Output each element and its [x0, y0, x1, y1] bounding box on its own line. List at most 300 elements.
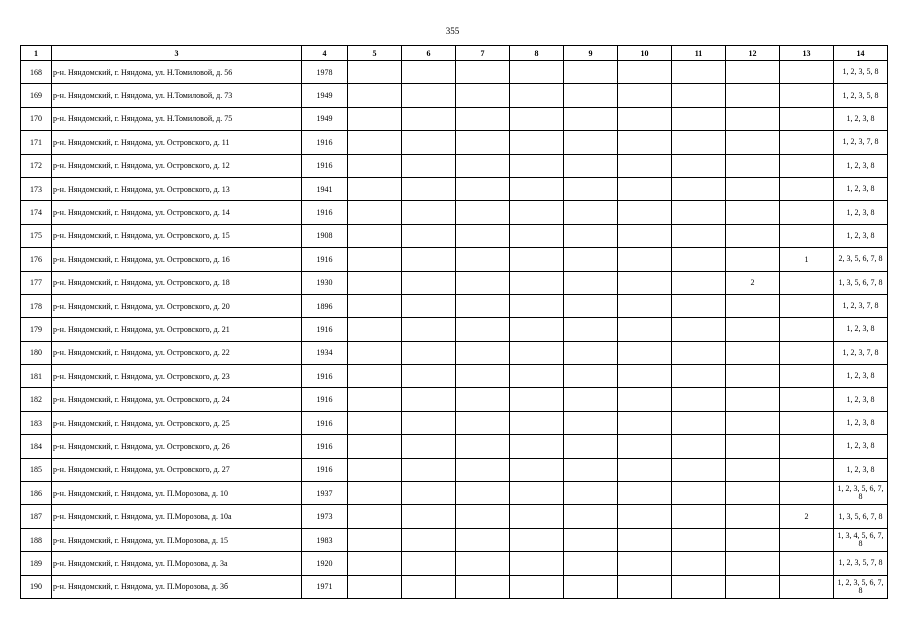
column-7-cell: [456, 154, 510, 177]
column-13-cell: [780, 84, 834, 107]
address-cell: р-н. Няндомский, г. Няндома, ул. Островского, д. 12: [52, 154, 302, 177]
address-cell: р-н. Няндомский, г. Няндома, ул. Островского, д. 21: [52, 318, 302, 341]
column-8-cell: [510, 458, 564, 481]
column-8-cell: [510, 84, 564, 107]
row-number-cell: 174: [21, 201, 52, 224]
row-number-cell: 170: [21, 107, 52, 130]
column-5-cell: [348, 505, 402, 528]
column-9-cell: [564, 154, 618, 177]
column-7-cell: [456, 552, 510, 575]
column-9-cell: [564, 294, 618, 317]
address-cell: р-н. Няндомский, г. Няндома, ул. Островского, д. 13: [52, 177, 302, 200]
column-14-cell: 1, 2, 3, 8: [834, 411, 888, 434]
column-7-cell: [456, 528, 510, 551]
column-5-cell: [348, 294, 402, 317]
column-11-cell: [672, 294, 726, 317]
column-9-cell: [564, 271, 618, 294]
column-7-cell: [456, 341, 510, 364]
column-12-cell: [726, 131, 780, 154]
table-row: [21, 575, 888, 598]
column-14-cell: 1, 2, 3, 8: [834, 201, 888, 224]
column-12-cell: [726, 341, 780, 364]
column-header-3: 3: [52, 46, 302, 61]
column-12-cell: [726, 411, 780, 434]
column-11-cell: [672, 177, 726, 200]
column-11-cell: [672, 341, 726, 364]
column-5-cell: [348, 224, 402, 247]
column-10-cell: [618, 528, 672, 551]
column-12-cell: [726, 458, 780, 481]
column-14-cell: 1, 2, 3, 8: [834, 107, 888, 130]
address-cell: р-н. Няндомский, г. Няндома, ул. Островского, д. 26: [52, 435, 302, 458]
year-cell: 1916: [302, 318, 348, 341]
column-10-cell: [618, 435, 672, 458]
column-5-cell: [348, 552, 402, 575]
column-12-cell: [726, 318, 780, 341]
page-number: 355: [445, 26, 460, 36]
column-12-cell: [726, 528, 780, 551]
address-cell: р-н. Няндомский, г. Няндома, ул. П.Морозова, д. 10: [52, 482, 302, 505]
housing-registry-table: [20, 45, 888, 599]
column-14-cell: 1, 2, 3, 7, 8: [834, 294, 888, 317]
row-number-cell: 172: [21, 154, 52, 177]
column-6-cell: [402, 61, 456, 84]
table-row: [21, 84, 888, 107]
row-number-cell: 173: [21, 177, 52, 200]
address-cell: р-н. Няндомский, г. Няндома, ул. П.Морозова, д. 3б: [52, 575, 302, 598]
table-row: [21, 177, 888, 200]
column-6-cell: [402, 107, 456, 130]
column-5-cell: [348, 107, 402, 130]
column-10-cell: [618, 61, 672, 84]
column-6-cell: [402, 224, 456, 247]
address-cell: р-н. Няндомский, г. Няндома, ул. Островского, д. 24: [52, 388, 302, 411]
year-cell: 1916: [302, 411, 348, 434]
column-9-cell: [564, 411, 618, 434]
column-8-cell: [510, 341, 564, 364]
column-8-cell: [510, 505, 564, 528]
column-6-cell: [402, 552, 456, 575]
column-14-cell: 1, 2, 3, 5, 6, 7, 8: [834, 575, 888, 598]
column-5-cell: [348, 435, 402, 458]
column-13-cell: 2: [780, 505, 834, 528]
column-7-cell: [456, 318, 510, 341]
column-header-9: 9: [564, 46, 618, 61]
column-10-cell: [618, 177, 672, 200]
column-6-cell: [402, 177, 456, 200]
column-13-cell: [780, 154, 834, 177]
column-5-cell: [348, 388, 402, 411]
row-number-cell: 169: [21, 84, 52, 107]
column-10-cell: [618, 411, 672, 434]
column-9-cell: [564, 84, 618, 107]
column-8-cell: [510, 528, 564, 551]
column-header-7: 7: [456, 46, 510, 61]
column-12-cell: [726, 248, 780, 271]
table-body: [21, 61, 888, 599]
column-5-cell: [348, 177, 402, 200]
year-cell: 1916: [302, 131, 348, 154]
table-row: [21, 224, 888, 247]
column-12-cell: [726, 552, 780, 575]
column-8-cell: [510, 388, 564, 411]
column-9-cell: [564, 505, 618, 528]
column-14-cell: 1, 2, 3, 8: [834, 318, 888, 341]
column-9-cell: [564, 528, 618, 551]
column-5-cell: [348, 154, 402, 177]
column-11-cell: [672, 505, 726, 528]
column-6-cell: [402, 458, 456, 481]
column-9-cell: [564, 201, 618, 224]
year-cell: 1941: [302, 177, 348, 200]
column-14-cell: 1, 2, 3, 5, 6, 7, 8: [834, 482, 888, 505]
year-cell: 1949: [302, 84, 348, 107]
column-header-12: 12: [726, 46, 780, 61]
column-10-cell: [618, 365, 672, 388]
column-13-cell: [780, 552, 834, 575]
column-5-cell: [348, 61, 402, 84]
address-cell: р-н. Няндомский, г. Няндома, ул. Островского, д. 27: [52, 458, 302, 481]
column-6-cell: [402, 482, 456, 505]
row-number-cell: 175: [21, 224, 52, 247]
column-8-cell: [510, 482, 564, 505]
column-12-cell: [726, 482, 780, 505]
column-9-cell: [564, 248, 618, 271]
address-cell: р-н. Няндомский, г. Няндома, ул. П.Морозова, д. 15: [52, 528, 302, 551]
column-7-cell: [456, 201, 510, 224]
column-10-cell: [618, 201, 672, 224]
column-8-cell: [510, 552, 564, 575]
column-13-cell: [780, 131, 834, 154]
column-11-cell: [672, 154, 726, 177]
row-number-cell: 176: [21, 248, 52, 271]
column-13-cell: [780, 318, 834, 341]
column-14-cell: 1, 2, 3, 7, 8: [834, 131, 888, 154]
column-13-cell: [780, 201, 834, 224]
column-10-cell: [618, 107, 672, 130]
column-14-cell: 1, 2, 3, 5, 7, 8: [834, 552, 888, 575]
column-10-cell: [618, 505, 672, 528]
column-5-cell: [348, 411, 402, 434]
column-6-cell: [402, 388, 456, 411]
header-row: [21, 46, 888, 61]
column-11-cell: [672, 575, 726, 598]
row-number-cell: 171: [21, 131, 52, 154]
column-14-cell: 1, 3, 4, 5, 6, 7, 8: [834, 528, 888, 551]
column-7-cell: [456, 482, 510, 505]
column-11-cell: [672, 458, 726, 481]
column-6-cell: [402, 201, 456, 224]
column-5-cell: [348, 201, 402, 224]
address-cell: р-н. Няндомский, г. Няндома, ул. Н.Томиловой, д. 75: [52, 107, 302, 130]
address-cell: р-н. Няндомский, г. Няндома, ул. Н.Томиловой, д. 56: [52, 61, 302, 84]
column-6-cell: [402, 575, 456, 598]
address-cell: р-н. Няндомский, г. Няндома, ул. Островского, д. 25: [52, 411, 302, 434]
table-row: [21, 435, 888, 458]
year-cell: 1916: [302, 388, 348, 411]
column-7-cell: [456, 505, 510, 528]
column-7-cell: [456, 131, 510, 154]
column-12-cell: [726, 84, 780, 107]
column-6-cell: [402, 131, 456, 154]
column-12-cell: [726, 224, 780, 247]
column-14-cell: 1, 2, 3, 8: [834, 365, 888, 388]
row-number-cell: 177: [21, 271, 52, 294]
column-5-cell: [348, 341, 402, 364]
column-11-cell: [672, 61, 726, 84]
column-8-cell: [510, 248, 564, 271]
column-14-cell: 1, 2, 3, 5, 8: [834, 61, 888, 84]
year-cell: 1971: [302, 575, 348, 598]
column-10-cell: [618, 482, 672, 505]
column-7-cell: [456, 107, 510, 130]
year-cell: 1937: [302, 482, 348, 505]
table-row: [21, 411, 888, 434]
column-6-cell: [402, 411, 456, 434]
column-11-cell: [672, 411, 726, 434]
year-cell: 1916: [302, 365, 348, 388]
year-cell: 1978: [302, 61, 348, 84]
column-5-cell: [348, 365, 402, 388]
column-9-cell: [564, 575, 618, 598]
column-6-cell: [402, 318, 456, 341]
column-9-cell: [564, 318, 618, 341]
row-number-cell: 168: [21, 61, 52, 84]
table-row: [21, 131, 888, 154]
column-7-cell: [456, 61, 510, 84]
address-cell: р-н. Няндомский, г. Няндома, ул. Островского, д. 20: [52, 294, 302, 317]
table-row: [21, 528, 888, 551]
row-number-cell: 186: [21, 482, 52, 505]
column-5-cell: [348, 318, 402, 341]
row-number-cell: 178: [21, 294, 52, 317]
column-8-cell: [510, 411, 564, 434]
table-row: [21, 505, 888, 528]
column-header-10: 10: [618, 46, 672, 61]
column-11-cell: [672, 107, 726, 130]
column-11-cell: [672, 318, 726, 341]
column-10-cell: [618, 154, 672, 177]
column-11-cell: [672, 248, 726, 271]
column-7-cell: [456, 411, 510, 434]
table-row: [21, 458, 888, 481]
column-10-cell: [618, 388, 672, 411]
column-13-cell: [780, 294, 834, 317]
column-10-cell: [618, 318, 672, 341]
year-cell: 1916: [302, 458, 348, 481]
column-14-cell: 1, 2, 3, 7, 8: [834, 341, 888, 364]
row-number-cell: 184: [21, 435, 52, 458]
column-13-cell: [780, 575, 834, 598]
column-12-cell: [726, 365, 780, 388]
column-5-cell: [348, 528, 402, 551]
column-12-cell: [726, 154, 780, 177]
column-13-cell: [780, 341, 834, 364]
row-number-cell: 190: [21, 575, 52, 598]
column-13-cell: [780, 482, 834, 505]
row-number-cell: 183: [21, 411, 52, 434]
column-12-cell: [726, 294, 780, 317]
row-number-cell: 188: [21, 528, 52, 551]
year-cell: 1896: [302, 294, 348, 317]
column-9-cell: [564, 482, 618, 505]
column-10-cell: [618, 552, 672, 575]
column-12-cell: [726, 435, 780, 458]
column-5-cell: [348, 575, 402, 598]
column-8-cell: [510, 61, 564, 84]
year-cell: 1916: [302, 248, 348, 271]
column-11-cell: [672, 131, 726, 154]
column-8-cell: [510, 271, 564, 294]
row-number-cell: 180: [21, 341, 52, 364]
row-number-cell: 185: [21, 458, 52, 481]
column-12-cell: [726, 61, 780, 84]
column-12-cell: [726, 575, 780, 598]
address-cell: р-н. Няндомский, г. Няндома, ул. Островского, д. 18: [52, 271, 302, 294]
address-cell: р-н. Няндомский, г. Няндома, ул. Островского, д. 11: [52, 131, 302, 154]
year-cell: 1949: [302, 107, 348, 130]
table-row: [21, 482, 888, 505]
column-header-5: 5: [348, 46, 402, 61]
column-14-cell: 1, 3, 5, 6, 7, 8: [834, 505, 888, 528]
table-header: [21, 46, 888, 61]
year-cell: 1920: [302, 552, 348, 575]
column-header-11: 11: [672, 46, 726, 61]
column-14-cell: 1, 2, 3, 8: [834, 388, 888, 411]
address-cell: р-н. Няндомский, г. Няндома, ул. П.Морозова, д. 3а: [52, 552, 302, 575]
table-row: [21, 107, 888, 130]
column-7-cell: [456, 84, 510, 107]
address-cell: р-н. Няндомский, г. Няндома, ул. П.Морозова, д. 10а: [52, 505, 302, 528]
column-8-cell: [510, 575, 564, 598]
year-cell: 1908: [302, 224, 348, 247]
table-row: [21, 365, 888, 388]
column-8-cell: [510, 224, 564, 247]
column-6-cell: [402, 528, 456, 551]
column-14-cell: 1, 2, 3, 8: [834, 177, 888, 200]
column-9-cell: [564, 458, 618, 481]
column-13-cell: [780, 411, 834, 434]
column-6-cell: [402, 84, 456, 107]
column-7-cell: [456, 458, 510, 481]
column-13-cell: [780, 458, 834, 481]
column-8-cell: [510, 435, 564, 458]
column-7-cell: [456, 177, 510, 200]
column-5-cell: [348, 458, 402, 481]
column-14-cell: 1, 2, 3, 8: [834, 458, 888, 481]
table-row: [21, 248, 888, 271]
column-11-cell: [672, 435, 726, 458]
column-11-cell: [672, 201, 726, 224]
column-header-1: 1: [21, 46, 52, 61]
column-9-cell: [564, 341, 618, 364]
column-10-cell: [618, 131, 672, 154]
column-7-cell: [456, 388, 510, 411]
column-6-cell: [402, 271, 456, 294]
column-13-cell: [780, 435, 834, 458]
column-7-cell: [456, 224, 510, 247]
column-6-cell: [402, 154, 456, 177]
column-5-cell: [348, 131, 402, 154]
row-number-cell: 179: [21, 318, 52, 341]
column-8-cell: [510, 131, 564, 154]
column-10-cell: [618, 341, 672, 364]
column-13-cell: 1: [780, 248, 834, 271]
column-5-cell: [348, 482, 402, 505]
column-5-cell: [348, 84, 402, 107]
address-cell: р-н. Няндомский, г. Няндома, ул. Островского, д. 16: [52, 248, 302, 271]
column-14-cell: 1, 2, 3, 5, 8: [834, 84, 888, 107]
column-7-cell: [456, 435, 510, 458]
column-7-cell: [456, 294, 510, 317]
table-row: [21, 552, 888, 575]
address-cell: р-н. Няндомский, г. Няндома, ул. Островского, д. 14: [52, 201, 302, 224]
column-10-cell: [618, 248, 672, 271]
row-number-cell: 182: [21, 388, 52, 411]
column-14-cell: 1, 2, 3, 8: [834, 435, 888, 458]
column-header-8: 8: [510, 46, 564, 61]
column-13-cell: [780, 388, 834, 411]
column-8-cell: [510, 294, 564, 317]
column-10-cell: [618, 294, 672, 317]
column-5-cell: [348, 271, 402, 294]
column-10-cell: [618, 575, 672, 598]
column-9-cell: [564, 177, 618, 200]
year-cell: 1916: [302, 201, 348, 224]
column-9-cell: [564, 388, 618, 411]
column-6-cell: [402, 248, 456, 271]
column-14-cell: 1, 2, 3, 8: [834, 224, 888, 247]
column-13-cell: [780, 271, 834, 294]
year-cell: 1930: [302, 271, 348, 294]
column-12-cell: [726, 107, 780, 130]
table-row: [21, 271, 888, 294]
column-9-cell: [564, 107, 618, 130]
year-cell: 1983: [302, 528, 348, 551]
table-row: [21, 294, 888, 317]
column-6-cell: [402, 365, 456, 388]
column-header-4: 4: [302, 46, 348, 61]
column-11-cell: [672, 84, 726, 107]
column-6-cell: [402, 505, 456, 528]
table-row: [21, 154, 888, 177]
column-13-cell: [780, 61, 834, 84]
column-9-cell: [564, 552, 618, 575]
column-9-cell: [564, 224, 618, 247]
column-12-cell: [726, 388, 780, 411]
column-header-14: 14: [834, 46, 888, 61]
column-9-cell: [564, 131, 618, 154]
row-number-cell: 189: [21, 552, 52, 575]
column-6-cell: [402, 294, 456, 317]
column-14-cell: 1, 2, 3, 8: [834, 154, 888, 177]
column-10-cell: [618, 224, 672, 247]
column-6-cell: [402, 341, 456, 364]
year-cell: 1916: [302, 154, 348, 177]
column-11-cell: [672, 528, 726, 551]
column-header-6: 6: [402, 46, 456, 61]
year-cell: 1916: [302, 435, 348, 458]
column-header-13: 13: [780, 46, 834, 61]
column-13-cell: [780, 224, 834, 247]
table-row: [21, 318, 888, 341]
table-row: [21, 388, 888, 411]
table-row: [21, 61, 888, 84]
column-11-cell: [672, 271, 726, 294]
column-11-cell: [672, 365, 726, 388]
column-13-cell: [780, 107, 834, 130]
column-12-cell: [726, 177, 780, 200]
